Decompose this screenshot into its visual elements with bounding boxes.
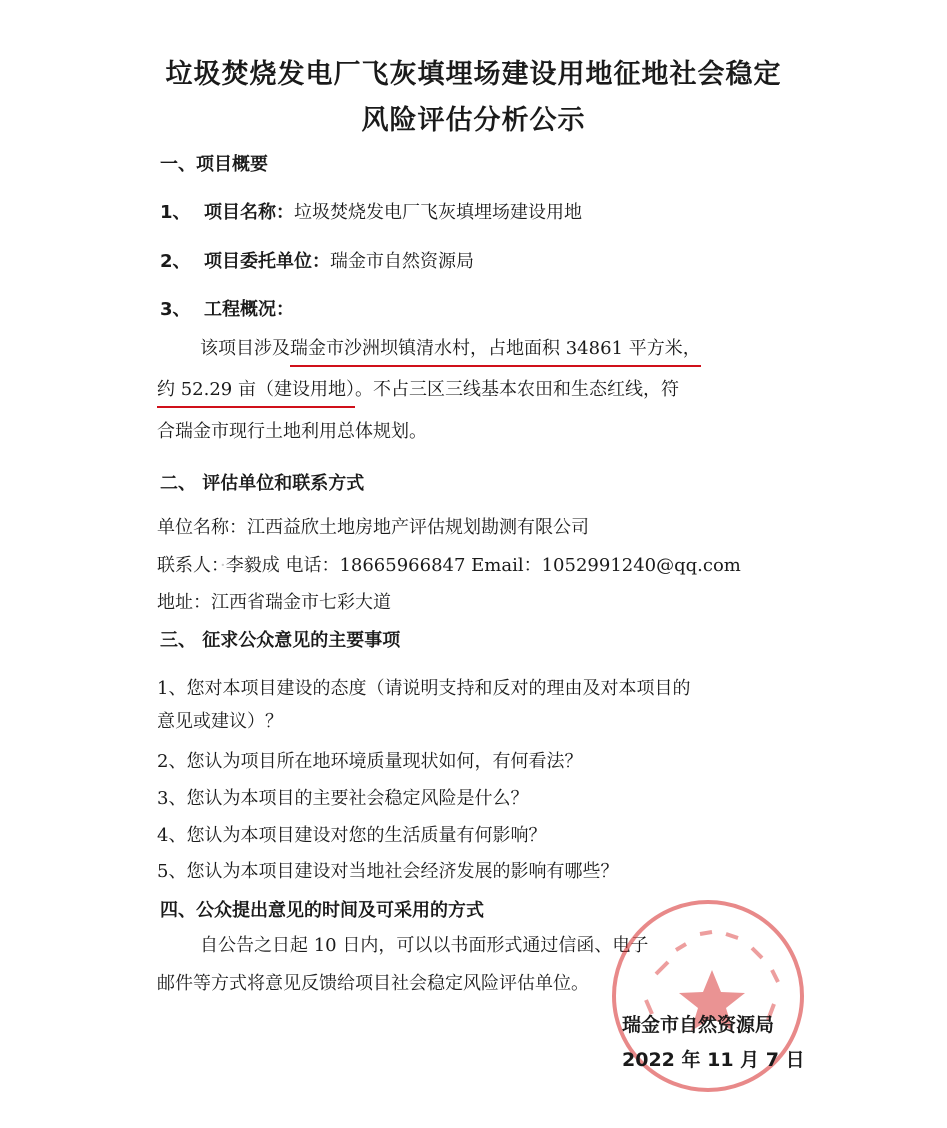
contact-label: 联系人： <box>157 555 220 576</box>
item-value: 瑞金市自然资源局 <box>330 251 474 272</box>
section2-heading: 二、 评估单位和联系方式 <box>160 473 365 494</box>
question-5: 5、您认为本项目建设对当地社会经济发展的影响有哪些？ <box>157 861 619 882</box>
section4-paragraph-line2: 邮件等方式将意见反馈给项目社会稳定风险评估单位。 <box>157 973 589 994</box>
item-project-name <box>160 201 582 225</box>
item-value: 垃圾焚烧发电厂飞灰填埋场建设用地 <box>294 202 582 223</box>
overview-paragraph-line1 <box>200 337 701 361</box>
signature-organization: 瑞金市自然资源局 <box>622 1014 775 1036</box>
contact-line <box>157 554 741 578</box>
overview-paragraph-line2 <box>157 378 679 402</box>
question-3: 3、您认为本项目的主要社会稳定风险是什么？ <box>157 788 529 809</box>
item-number: 2、 <box>160 251 191 272</box>
section4-heading: 四、公众提出意见的时间及可采用的方式 <box>160 900 484 921</box>
item-label: 工程概况： <box>204 299 294 320</box>
evaluation-unit-name: 单位名称：江西益欣土地房地产评估规划勘测有限公司 <box>157 517 589 538</box>
item-number: 3、 <box>160 299 191 320</box>
question-1-line1: 1、您对本项目建设的态度（请说明支持和反对的理由及对本项目的 <box>157 678 691 699</box>
section4-paragraph-line1: 自公告之日起 10 日内，可以以书面形式通过信函、电子 <box>200 935 649 956</box>
item-number: 1、 <box>160 202 191 223</box>
overview-paragraph-line3: 合瑞金市现行土地利用总体规划。 <box>157 421 427 442</box>
underlined-location-area: 瑞金市沙洲坝镇清水村，占地面积 34861 平方米， <box>290 338 701 367</box>
section1-heading: 一、项目概要 <box>160 154 268 175</box>
question-1-line2: 意见或建议）？ <box>157 711 283 732</box>
signature-date: 2022 年 11 月 7 日 <box>622 1049 805 1071</box>
document-title-line1: 垃圾焚烧发电厂飞灰填埋场建设用地征地社会稳定 <box>165 59 782 90</box>
question-4: 4、您认为本项目建设对您的生活质量有何影响？ <box>157 825 547 846</box>
item-project-overview <box>160 298 294 322</box>
item-entrusting-unit <box>160 250 474 274</box>
contact-redaction: · <box>220 555 226 576</box>
section3-heading: 三、 征求公众意见的主要事项 <box>160 630 401 651</box>
underlined-area-mu: 约 52.29 亩（建设用地） <box>157 379 355 408</box>
item-label: 项目委托单位： <box>204 251 330 272</box>
overview-prefix: 该项目涉及 <box>200 338 290 359</box>
overview-suffix: 。不占三区三线基本农田和生态红线，符 <box>354 379 679 400</box>
document-title-line2: 风险评估分析公示 <box>361 105 586 136</box>
address-line: 地址：江西省瑞金市七彩大道 <box>157 592 391 613</box>
contact-details: 李毅成 电话：18665966847 Email：1052991240@qq.com <box>225 555 741 576</box>
question-2: 2、您认为项目所在地环境质量现状如何，有何看法？ <box>157 751 583 772</box>
item-label: 项目名称： <box>204 202 294 223</box>
